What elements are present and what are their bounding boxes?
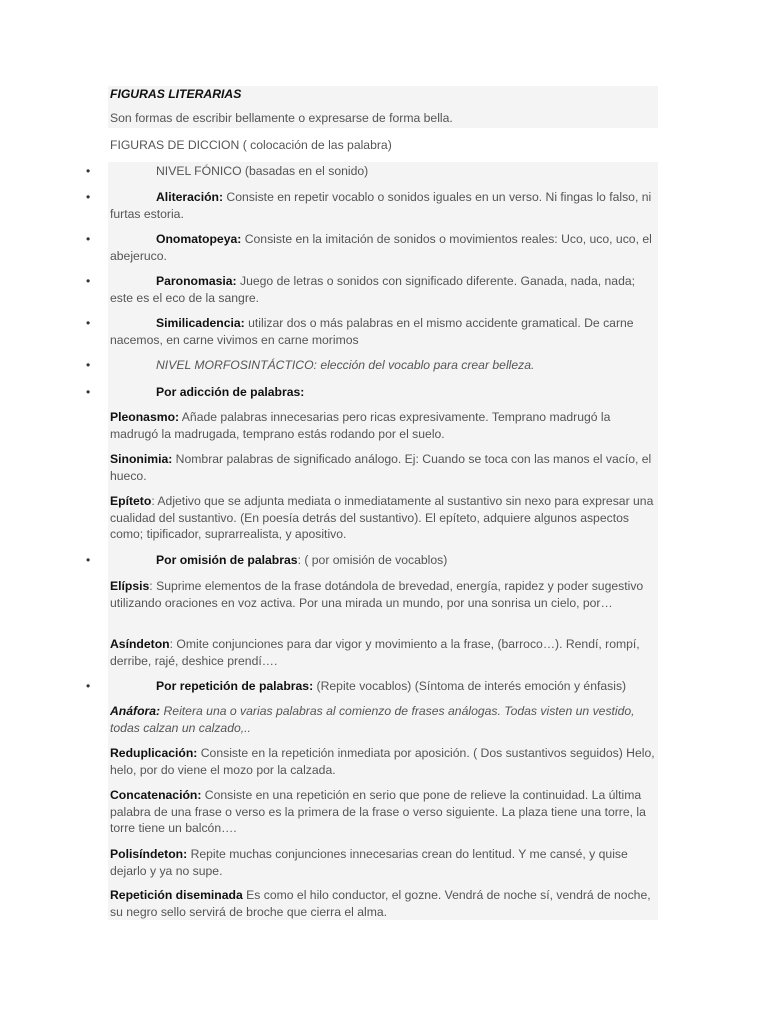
term-label: Reduplicación: bbox=[110, 746, 198, 760]
term-label: Por adicción de palabras: bbox=[156, 385, 305, 399]
term-label: Elípsis bbox=[110, 579, 150, 593]
bullet-dot: • bbox=[86, 385, 91, 399]
term-label: Polisíndeton: bbox=[110, 847, 188, 861]
term-definition: Añade palabras innecesarias pero ricas expresivamente. Temprano madrugó la madrugó la madrugada, temprano estás rodando por el suelo. bbox=[110, 410, 611, 441]
bullet-dot: • bbox=[86, 164, 91, 178]
term-definition: Juego de letras o sonidos con significado diferente. Ganada, nada, nada; este es el eco de la sangre. bbox=[110, 274, 636, 305]
term-definition: : Suprime elementos de la frase dotándola de brevedad, energía, rapidez y poder sugestivo utilizando oraciones en voz activa. Por una mirada un mundo, por una sonrisa un cielo, por… bbox=[110, 579, 644, 610]
intro-paragraph: Son formas de escribir bellamente o expresarse de forma bella. bbox=[110, 110, 453, 125]
term-label: Asíndeton bbox=[110, 637, 170, 651]
bullet-dot: • bbox=[86, 358, 91, 372]
document-title: FIGURAS LITERARIAS bbox=[110, 87, 242, 101]
bullet-por-omision bbox=[86, 552, 658, 569]
term-definition: : Omite conjunciones para dar vigor y movimiento a la frase, (barroco…). Rendí, rompí, derribe, rajé, deshice prendí…. bbox=[110, 637, 640, 668]
term-label: Aliteración: bbox=[156, 190, 224, 204]
term-definition: Consiste en repetir vocablo o sonidos iguales en un verso. Ni fingas lo falso, ni furtas estoria. bbox=[110, 190, 652, 221]
term-label: Por omisión de palabras bbox=[156, 553, 298, 567]
term-label: Similicadencia: bbox=[156, 316, 245, 330]
diccion-heading-text: FIGURAS DE DICCION ( colocación de las palabra) bbox=[110, 138, 392, 152]
title-block bbox=[108, 86, 658, 128]
bullet-por-repeticion bbox=[86, 678, 658, 695]
bullet-dot: • bbox=[86, 553, 91, 567]
term-label: Paronomasia: bbox=[156, 274, 237, 288]
term-label: Repetición diseminada bbox=[110, 888, 243, 902]
bullet-text: NIVEL MORFOSINTÁCTICO: elección del vocablo para crear belleza. bbox=[156, 358, 535, 372]
term-definition: (Repite vocablos) (Síntoma de interés emoción y énfasis) bbox=[313, 679, 627, 693]
term-definition: Consiste en una repetición en serio que pone de relieve la continuidad. La última palabra de una frase o verso es la primera de la frase o verso siguiente. La plaza tiene una torre, la torre tiene un balcón…. bbox=[110, 788, 646, 835]
term-label: Epíteto bbox=[110, 494, 152, 508]
bullet-dot: • bbox=[86, 232, 91, 246]
term-label: Onomatopeya: bbox=[156, 232, 242, 246]
term-definition: Es como el hilo conductor, el gozne. Vendrá de noche sí, vendrá de noche, su negro sello servirá de broche que cierra el alma. bbox=[110, 888, 651, 919]
bullet-aliteracion bbox=[86, 189, 658, 222]
paragraph-sinonimia bbox=[108, 451, 658, 484]
paragraph-polisindeton bbox=[108, 846, 658, 879]
diccion-heading bbox=[108, 137, 658, 154]
bullet-paronomasia bbox=[86, 273, 658, 306]
bullet-text: NIVEL FÓNICO (basadas en el sonido) bbox=[156, 164, 369, 178]
paragraph-repeticion-diseminada bbox=[108, 887, 658, 920]
paragraph-asindeton bbox=[108, 636, 658, 669]
bullet-dot: • bbox=[86, 316, 91, 330]
term-label: Sinonimia: bbox=[110, 452, 173, 466]
bullet-onomatopeya bbox=[86, 231, 658, 264]
term-definition: Repite muchas conjunciones innecesarias crean do lentitud. Y me cansé, y quise dejarlo y ya no supe. bbox=[110, 847, 628, 878]
term-definition: Consiste en la imitación de sonidos o movimientos reales: Uco, uco, uco, el abejeruco. bbox=[110, 232, 652, 263]
term-label: Pleonasmo: bbox=[110, 410, 180, 424]
term-definition: : Adjetivo que se adjunta mediata o inmediatamente al sustantivo sin nexo para expresar una cualidad del sustantivo. (En poesía detrás del sustantivo). El epíteto, adquiere algunos aspectos como; tipificador, suprarrealista, y apositivo. bbox=[110, 494, 654, 541]
term-definition: Consiste en la repetición inmediata por aposición. ( Dos sustantivos seguidos) Helo, helo, por do viene el mozo por la calzada. bbox=[110, 746, 655, 777]
bullet-nivel-fonico bbox=[86, 163, 658, 180]
term-definition: Nombrar palabras de significado análogo. Ej: Cuando se toca con las manos el vacío, el hueco. bbox=[110, 452, 652, 483]
paragraph-elipsis bbox=[108, 578, 658, 611]
bullet-dot: • bbox=[86, 190, 91, 204]
paragraph-anafora bbox=[108, 703, 658, 736]
paragraph-pleonasmo bbox=[108, 409, 658, 442]
paragraph-concatenacion bbox=[108, 787, 658, 837]
bullet-dot: • bbox=[86, 274, 91, 288]
bullet-nivel-morfosintactico bbox=[86, 357, 658, 374]
bullet-similicadencia bbox=[86, 315, 658, 348]
term-definition: utilizar dos o más palabras en el mismo accidente gramatical. De carne nacemos, en carne vivimos en carne morimos bbox=[110, 316, 634, 347]
bullet-por-adiccion bbox=[86, 384, 658, 401]
bullet-dot: • bbox=[86, 679, 91, 693]
term-label: Por repetición de palabras: bbox=[156, 679, 314, 693]
term-label: Concatenación: bbox=[110, 788, 202, 802]
term-definition: : ( por omisión de vocablos) bbox=[297, 553, 448, 567]
paragraph-epiteto bbox=[108, 493, 658, 543]
term-definition: Reitera una o varias palabras al comienzo de frases análogas. Todas visten un vestido, todas calzan un calzado,.. bbox=[110, 704, 635, 735]
paragraph-reduplicacion bbox=[108, 745, 658, 778]
term-label: Anáfora: bbox=[110, 704, 161, 718]
